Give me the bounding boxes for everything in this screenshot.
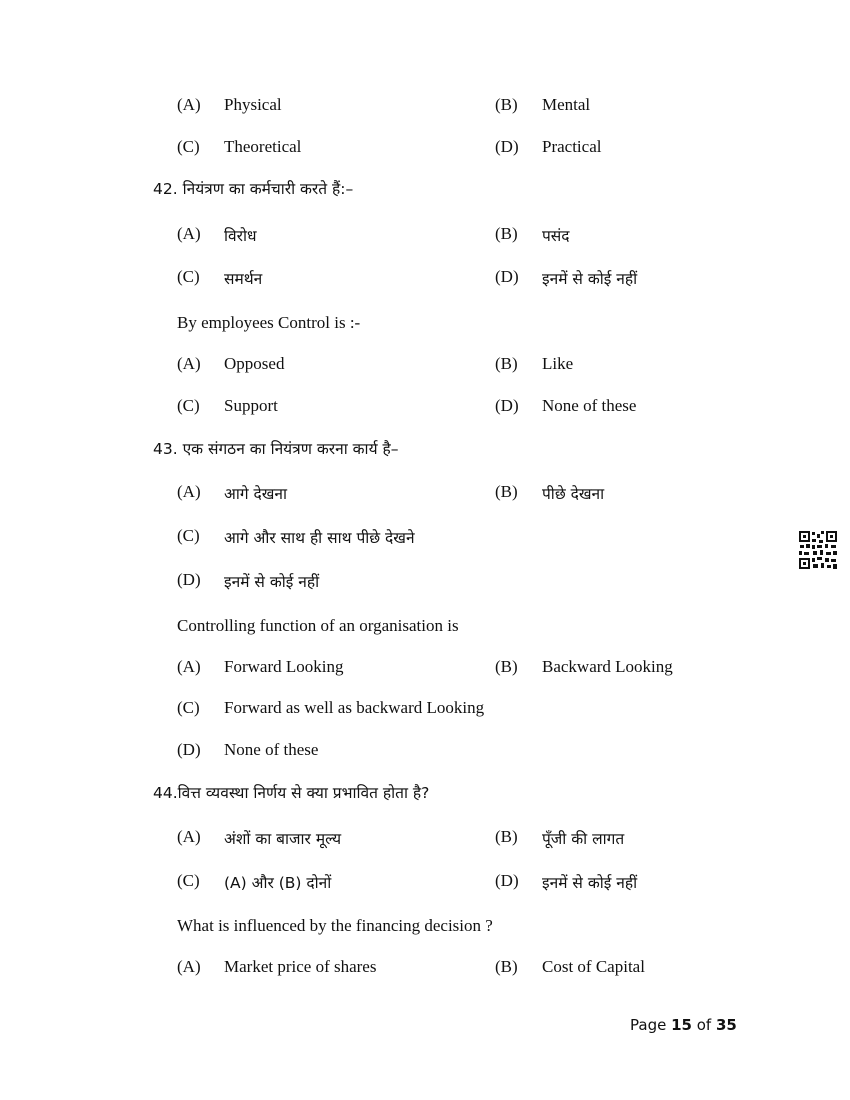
option-label: (D) [495, 396, 519, 415]
option-label: (B) [495, 657, 518, 676]
option-label: (C) [177, 267, 200, 286]
option-text: None of these [542, 396, 637, 415]
question-text: 42. नियंत्रण का कर्मचारी करते हैं:– [153, 180, 354, 198]
option-text: इनमें से कोई नहीं [542, 874, 638, 892]
option-text: Like [542, 354, 574, 373]
page-number: Page 15 of 35 [630, 1016, 737, 1034]
option-text: इनमें से कोई नहीं [542, 270, 638, 288]
option-label: (A) [177, 482, 201, 501]
option-text: पूँजी की लागत [542, 830, 625, 848]
option-text: पसंद [542, 227, 570, 245]
option-text: विरोध [224, 227, 257, 245]
question-text-english: What is influenced by the financing decision ? [177, 916, 493, 935]
option-text: Theoretical [224, 137, 302, 156]
option-label: (B) [495, 827, 518, 846]
option-text: Practical [542, 137, 602, 156]
option-label: (B) [495, 482, 518, 501]
option-text: आगे देखना [224, 485, 288, 503]
question-text: 44.वित्त व्यवस्था निर्णय से क्या प्रभावित होता है? [153, 784, 430, 802]
option-text: समर्थन [224, 270, 263, 288]
option-label: (A) [177, 827, 201, 846]
option-label: (A) [177, 354, 201, 373]
option-text: None of these [224, 740, 319, 759]
option-label: (D) [495, 267, 519, 286]
option-label: (D) [495, 137, 519, 156]
question-text-english: By employees Control is :- [177, 313, 361, 332]
option-text: इनमें से कोई नहीं [224, 573, 320, 591]
option-label: (A) [177, 224, 201, 243]
option-text: Forward Looking [224, 657, 344, 676]
option-text: Forward as well as backward Looking [224, 698, 485, 717]
qr-code-icon [798, 530, 838, 570]
question-text: 43. एक संगठन का नियंत्रण करना कार्य है– [153, 440, 399, 458]
option-text: Opposed [224, 354, 285, 373]
option-label: (C) [177, 137, 200, 156]
option-label: (D) [177, 570, 201, 589]
option-label: (C) [177, 526, 200, 545]
option-text: Cost of Capital [542, 957, 645, 976]
option-label: (A) [177, 95, 201, 114]
option-label: (B) [495, 95, 518, 114]
option-text: Mental [542, 95, 591, 114]
option-text: (A) और (B) दोनों [224, 874, 332, 892]
option-label: (B) [495, 354, 518, 373]
question-text-english: Controlling function of an organisation is [177, 616, 459, 635]
option-text: Physical [224, 95, 282, 114]
option-label: (A) [177, 657, 201, 676]
option-label: (D) [495, 871, 519, 890]
option-label: (C) [177, 698, 200, 717]
option-text: आगे और साथ ही साथ पीछे देखने [224, 529, 415, 547]
option-label: (C) [177, 871, 200, 890]
option-text: Support [224, 396, 278, 415]
option-text: Backward Looking [542, 657, 673, 676]
option-label: (B) [495, 957, 518, 976]
option-label: (C) [177, 396, 200, 415]
option-text: अंशों का बाजार मूल्य [224, 830, 342, 848]
option-label: (A) [177, 957, 201, 976]
option-text: पीछे देखना [542, 485, 605, 503]
option-text: Market price of shares [224, 957, 377, 976]
option-label: (B) [495, 224, 518, 243]
option-label: (D) [177, 740, 201, 759]
